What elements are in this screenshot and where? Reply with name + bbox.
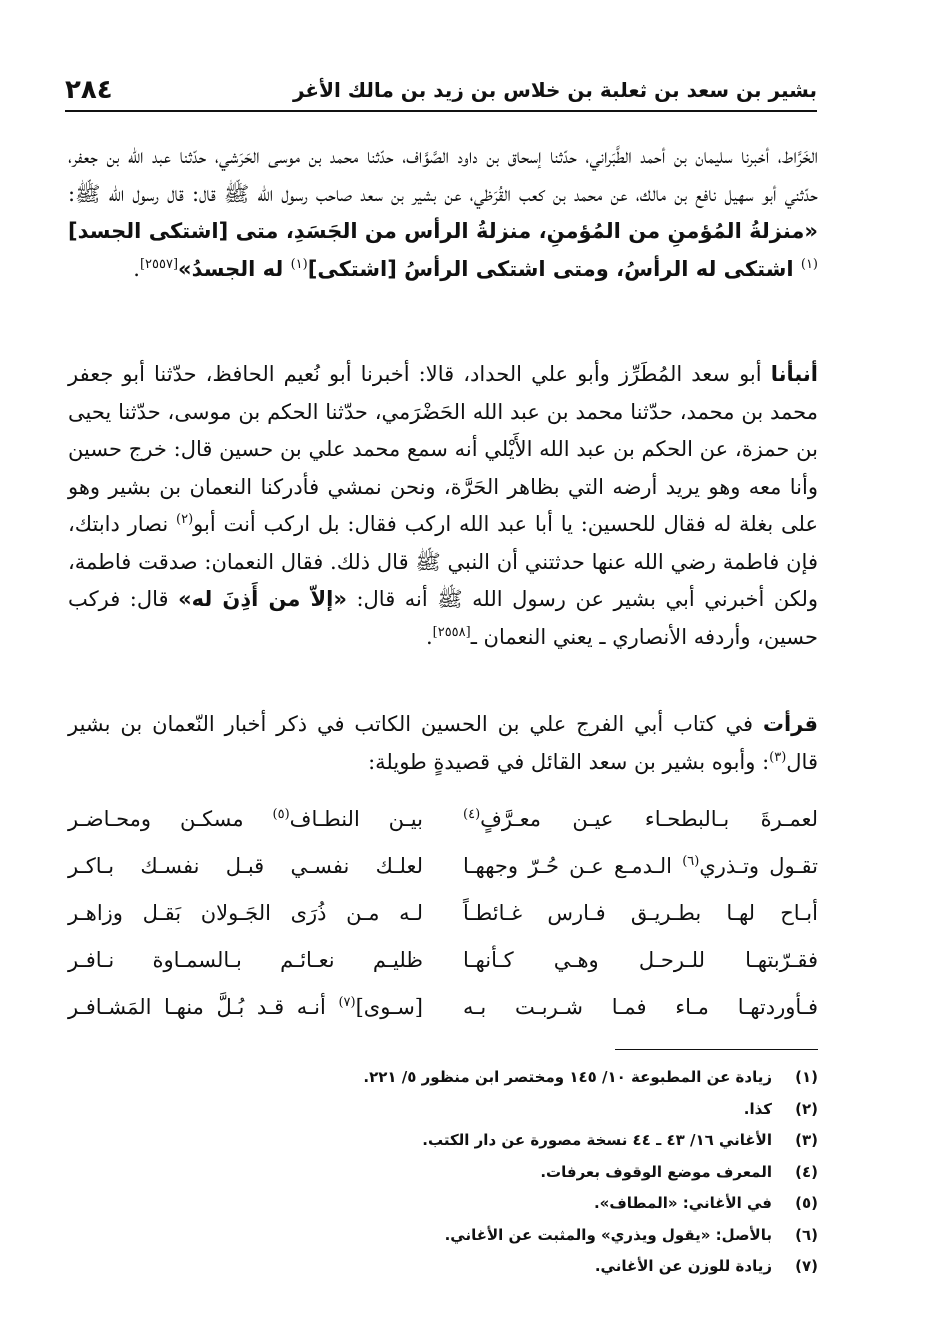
footnote-text: زيادة عن المطبوعة ١٠/ ١٤٥ ومختصر ابن منظور ٥/ ٢٢١. xyxy=(363,1068,772,1086)
verse-2-second-hemistich: لعلـك نفسـي قبـل نفسـك بـاكـر xyxy=(68,854,423,878)
verse-5 xyxy=(68,984,818,1031)
para2-end: . xyxy=(425,624,433,649)
paragraph-1 xyxy=(68,138,818,288)
para2-text-2: نصار دابتك، فإن فاطمة رضي الله عنها حدثتني أن النبي ﷺ قال ذلك. فقال النعمان: صدقت فاطمة، ولكن أخبرني أبي بشير عن رسول الله ﷺ أنه قال: xyxy=(68,512,818,611)
verse-2-first-hemistich xyxy=(463,843,818,890)
footnote-number: (٣) xyxy=(795,1131,818,1149)
page-number: ٢٨٤ xyxy=(65,75,113,105)
verse-2 xyxy=(68,843,818,890)
para3-lead: قرأت xyxy=(762,712,818,736)
verse-5-first-hemistich: فـأوردتهـا مـاء فمـا شـربـت بـه xyxy=(463,995,818,1019)
para3-text: في كتاب أبي الفرج علي بن الحسين الكاتب في ذكر أخبار النّعمان بن بشير قال xyxy=(68,712,818,774)
footnote-3 xyxy=(68,1125,818,1157)
footnote-number: (٤) xyxy=(795,1162,818,1181)
verse-4-second-hemistich: ظليـم نعـائـم بـالسمـاوة نـافـر xyxy=(68,948,423,972)
para2-text-3: قال: فركب حسين، وأردفه الأنصاري ـ يعني النعمان ـ xyxy=(68,587,818,649)
footnote-text: الأغاني ١٦/ ٤٣ ـ ٤٤ نسخة مصورة عن دار الكتب. xyxy=(422,1131,772,1149)
verse-3-second-hemistich: لـه مـن ذُرَى الجَـولان بَقـل وزاهـر xyxy=(68,901,423,925)
verse-text: مسكـن ومحـاضـر xyxy=(68,807,273,831)
footnote-7 xyxy=(68,1251,818,1283)
para1-end: . xyxy=(133,256,140,281)
verse-4-first-hemistich: فقـرّبتهـا للـرحـل وهـي كـأنهـا xyxy=(463,948,818,972)
footnote-number: (٢) xyxy=(795,1099,818,1118)
para1-text: الخَرَّاط، أخبرنا سليمان بن أحمد الطَّبَراني، حدّثنا إسحاق بن داود الصَّوَّاف، حدّثنا محمد بن موسى الحَرَشي، حدّثنا عبد الله بن جعفر، حدّثني أبو سهيل نافع بن مالك، عن محمد بن كعب القُرَظي، عن بشير بن سعد صاحب رسول الله ﷺ قال: قال رسول الله ﷺ: xyxy=(68,144,818,206)
poem xyxy=(68,796,818,1031)
footnote-text: كذا. xyxy=(743,1099,772,1118)
verse-text: تقـول وتـذري xyxy=(699,854,818,878)
verse-3 xyxy=(68,890,818,937)
verse-3-first-hemistich: أبـاح لهـا بطـريـق فـارس غـائطـاً xyxy=(463,901,818,925)
para3-text-2: : وأبوه بشير بن سعد القائل في قصيدةٍ طويلة: xyxy=(368,749,770,774)
paragraph-3 xyxy=(68,706,818,781)
footnote-ref-4: (٤) xyxy=(463,807,481,822)
footnote-ref-1b: (١) xyxy=(290,256,308,272)
paragraph-2 xyxy=(68,356,818,656)
hadith-number-2558: [٢٥٥٨] xyxy=(432,624,471,640)
hadith-text-3: له الجسدُ» xyxy=(178,256,291,281)
header-title: بشير بن سعد بن ثعلبة بن خلاس بن زيد بن مالك الأغر xyxy=(292,78,817,102)
footnote-ref-1: (١) xyxy=(800,256,818,272)
footnote-text: في الأغاني: «المطاف». xyxy=(593,1194,772,1212)
hadith-text: «منزلةُ المُؤمنِ من المُؤمنِ، منزلةُ الرأس من الجَسَدِ، متى [اشتكى الجسد] xyxy=(68,219,818,243)
running-header xyxy=(65,70,817,112)
footnote-text: زيادة للوزن عن الأغاني. xyxy=(594,1257,772,1275)
verse-text: الـدمـع عـن حُـرّ وجههـا xyxy=(463,854,683,878)
verse-text: أنـه قـد بُـلَّ منهـا المَشـافـر xyxy=(68,995,339,1019)
footnote-6 xyxy=(68,1220,818,1252)
footnote-ref-3: (٣) xyxy=(769,749,787,765)
footnote-text: بالأصل: «يقول ويذري» والمثبت عن الأغاني. xyxy=(444,1225,772,1244)
para2-hadith: «إلاّ من أَذِنَ له» xyxy=(178,587,347,611)
verse-text: بيـن النطـاف xyxy=(289,807,423,831)
footnote-number: (١) xyxy=(795,1068,818,1086)
footnote-4 xyxy=(68,1157,818,1189)
para2-text: أبو سعد المُطَرِّز وأبو علي الحداد، قالا: أخبرنا أبو نُعيم الحافظ، حدّثنا أبو جعفر محمد بن محمد، حدّثنا محمد بن عبد الله الحَضْرَمي، حدّثنا الحكم بن موسى، حدّثنا يحيى بن حمزة، عن الحكم بن عبد الله الأَيْلي أنه سمع محمد علي بن حسين قال: خرج حسين وأنا معه وهو يريد أرضه التي بظاهر الحَرَّة، ونحن نمشي فأدركنا النعمان بن بشير وهو على بغلة له فقال للحسين: يا أبا عبد الله اركب فقال: بل اركب أنت أبو xyxy=(68,362,818,536)
verse-5-second-hemistich xyxy=(68,984,423,1031)
footnote-ref-7: (٧) xyxy=(338,995,356,1010)
footnote-text: المعرف موضع الوقوف بعرفات. xyxy=(540,1162,772,1181)
footnote-ref-6: (٦) xyxy=(682,854,700,869)
footnote-ref-5: (٥) xyxy=(272,807,290,822)
verse-1-second-hemistich xyxy=(68,796,423,843)
footnotes xyxy=(68,1062,818,1283)
footnote-number: (٦) xyxy=(795,1225,818,1244)
footnote-ref-2: (٢) xyxy=(176,512,194,527)
footnote-1 xyxy=(68,1062,818,1094)
verse-1-first-hemistich xyxy=(463,796,818,843)
footnote-2 xyxy=(68,1094,818,1126)
footnote-5 xyxy=(68,1188,818,1220)
footnote-separator xyxy=(615,1049,818,1050)
footnote-number: (٧) xyxy=(795,1257,818,1275)
hadith-number-2557: [٢٥٥٧] xyxy=(139,256,179,272)
para2-lead: أنبأنا xyxy=(770,362,818,386)
verse-text: [سـوى] xyxy=(355,995,423,1019)
verse-text: لعمـرةَ بـالبطحـاء عيـن معـرَّفٍ xyxy=(480,807,818,831)
footnote-number: (٥) xyxy=(795,1194,818,1212)
verse-4 xyxy=(68,937,818,984)
hadith-text-2: اشتكى له الرأسُ، ومتى اشتكى الرأسُ [اشتكى] xyxy=(307,256,801,281)
verse-1 xyxy=(68,796,818,843)
